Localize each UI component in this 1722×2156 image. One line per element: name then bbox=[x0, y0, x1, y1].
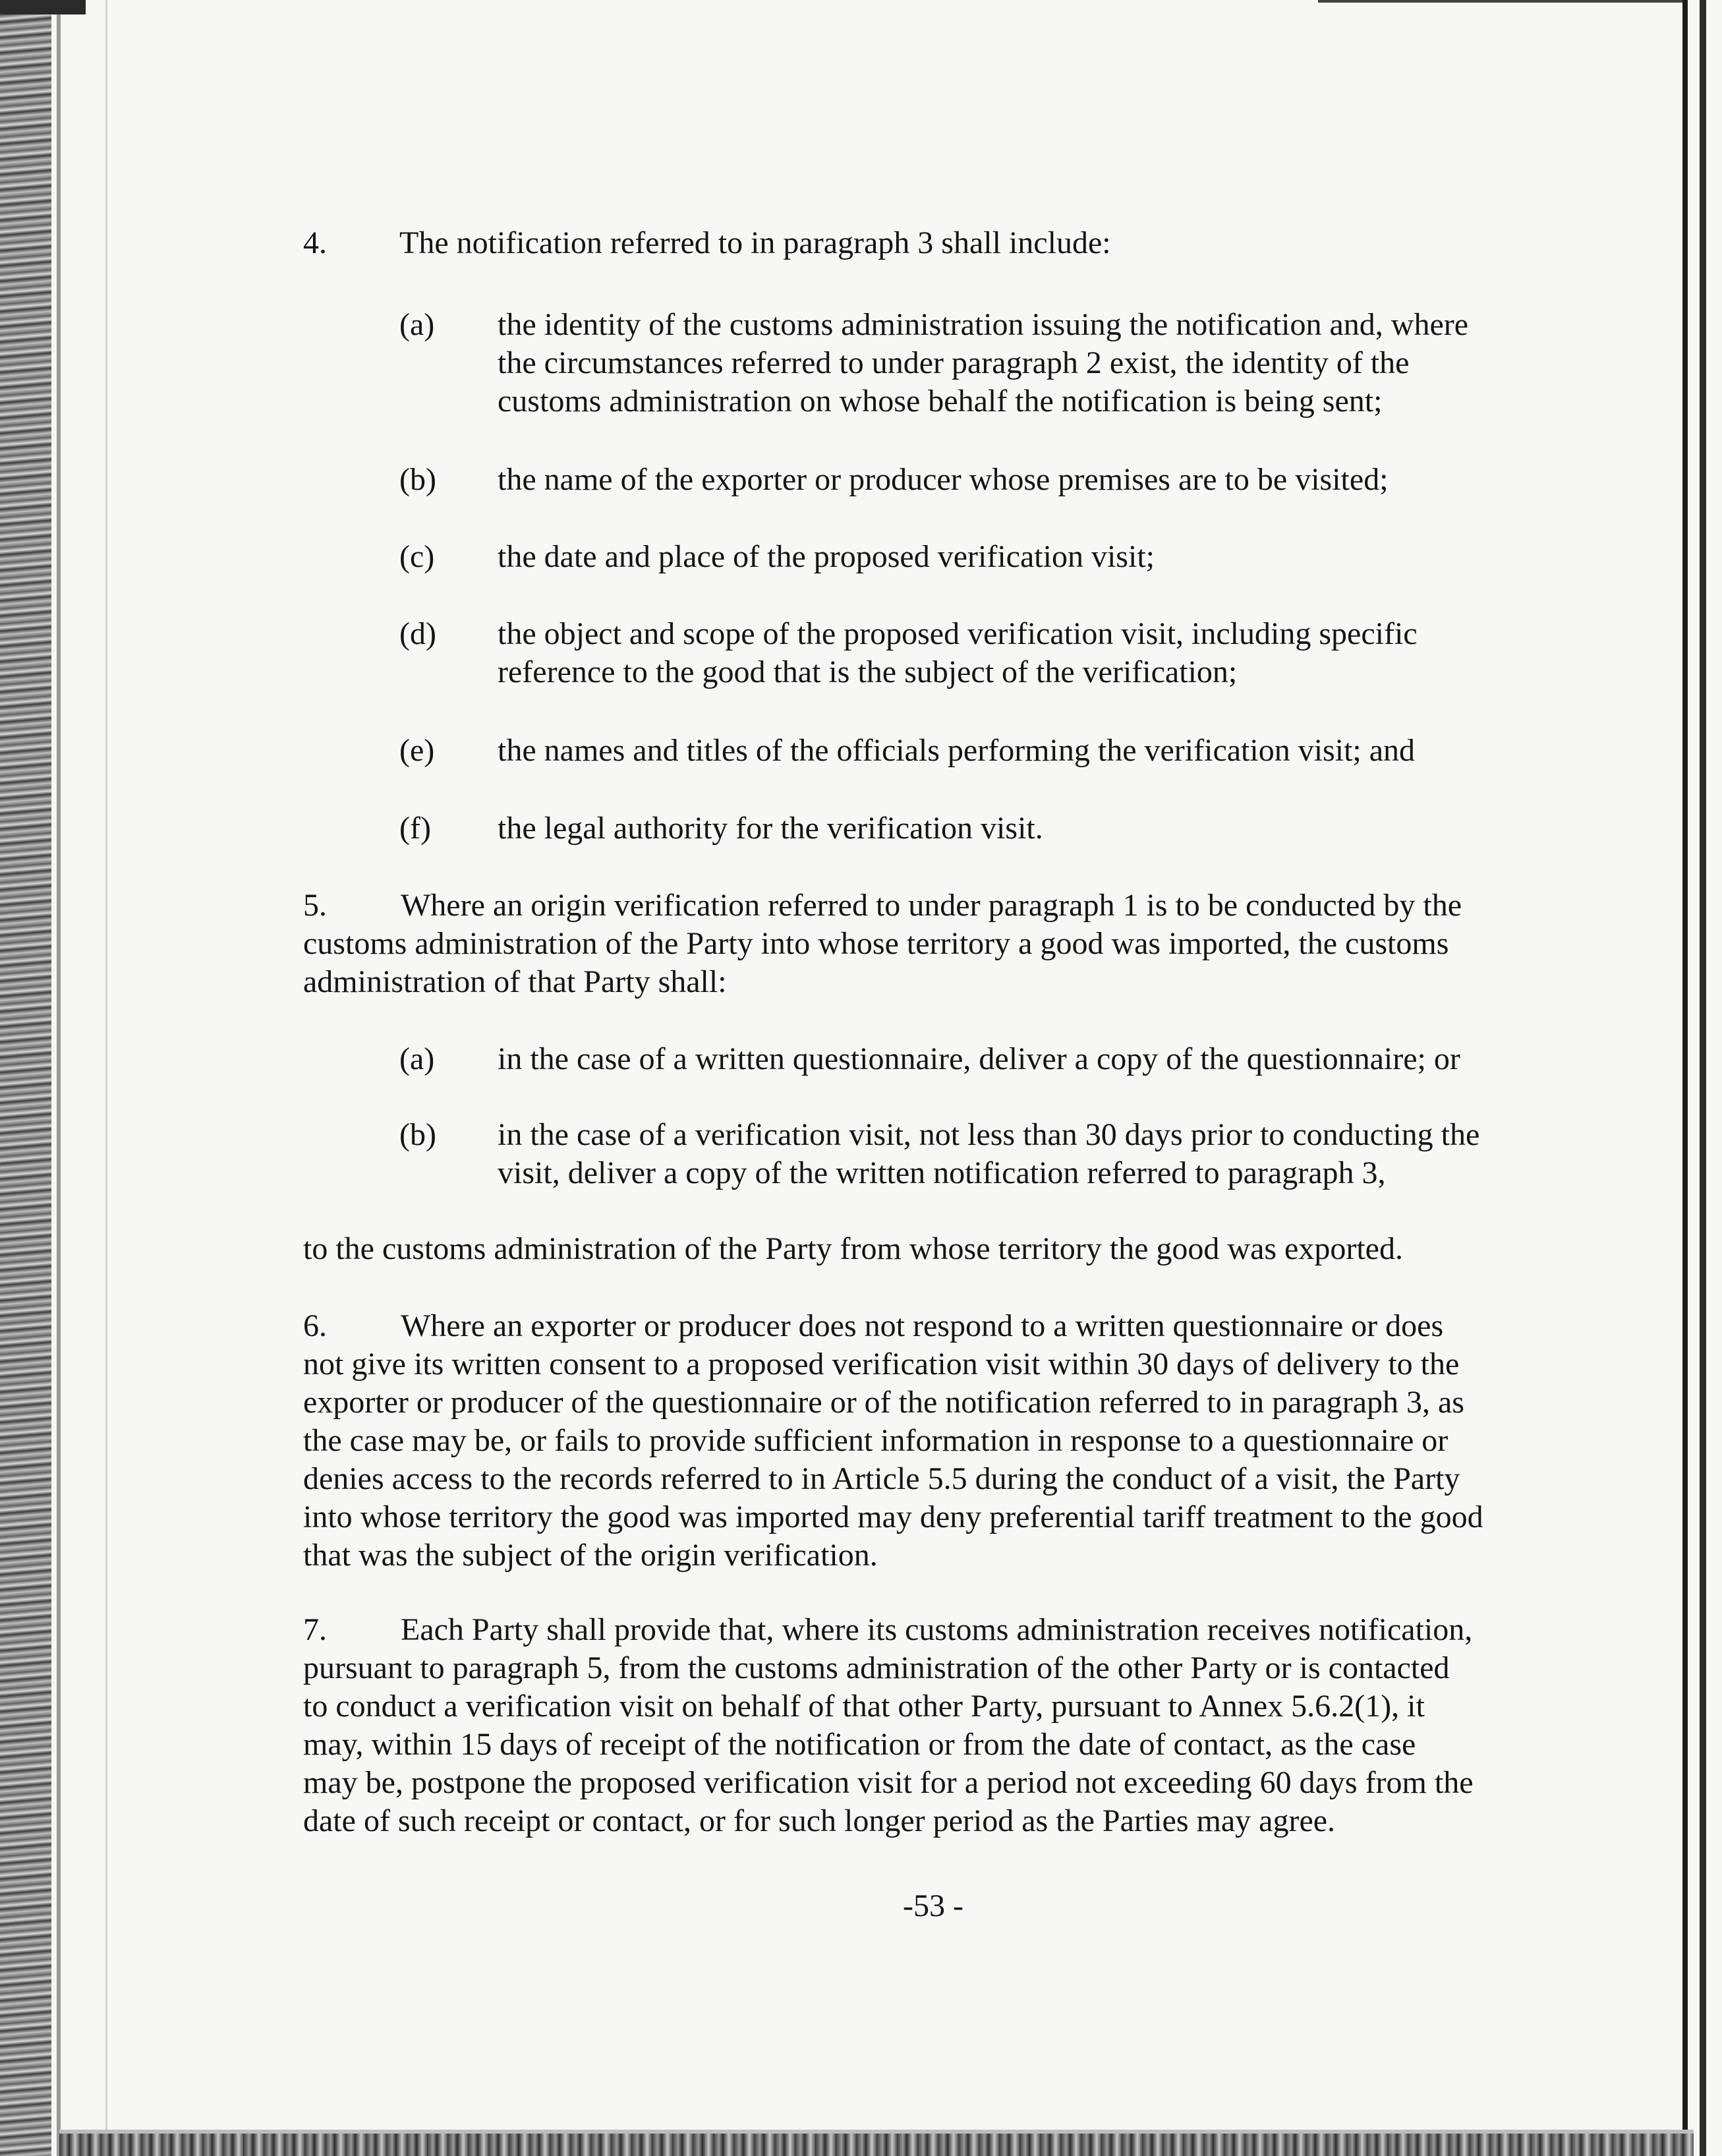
text-line: administration of that Party shall: bbox=[303, 964, 727, 999]
list-item-label: (a) bbox=[399, 307, 435, 342]
scan-left-edge bbox=[0, 0, 51, 2156]
list-item-label: (d) bbox=[399, 616, 436, 651]
text-line: that was the subject of the origin verification. bbox=[303, 1538, 878, 1573]
scan-top-rule bbox=[1318, 0, 1722, 3]
text-line: the case may be, or fails to provide sufficient information in response to a questionnaire or bbox=[303, 1423, 1449, 1458]
text-line: the identity of the customs administration issuing the notification and, where bbox=[498, 307, 1469, 342]
list-item-label: (c) bbox=[399, 539, 435, 574]
text-line: the names and titles of the officials performing the verification visit; and bbox=[498, 733, 1416, 768]
text-line: date of such receipt or contact, or for such longer period as the Parties may agree. bbox=[303, 1803, 1336, 1838]
list-item-label: (b) bbox=[399, 462, 436, 497]
text-line: in the case of a verification visit, not less than 30 days prior to conducting the bbox=[498, 1117, 1480, 1152]
text-line: to the customs administration of the Party from whose territory the good was exported. bbox=[303, 1231, 1403, 1266]
text-line: not give its written consent to a proposed verification visit within 30 days of delivery to the bbox=[303, 1347, 1460, 1382]
scan-bottom-edge bbox=[59, 2134, 1694, 2156]
page-number: -53 - bbox=[903, 1888, 963, 1923]
text-line: the circumstances referred to under paragraph 2 exist, the identity of the bbox=[498, 345, 1410, 380]
scan-left-faint-rule bbox=[105, 0, 107, 2156]
text-line: in the case of a written questionnaire, deliver a copy of the questionnaire; or bbox=[498, 1041, 1460, 1076]
list-item-text bbox=[498, 538, 1155, 576]
text-line: may, within 15 days of receipt of the notification or from the date of contact, as the case bbox=[303, 1727, 1416, 1762]
text-line: visit, deliver a copy of the written notification referred to paragraph 3, bbox=[498, 1155, 1386, 1190]
text-line: into whose territory the good was imported may deny preferential tariff treatment to the good bbox=[303, 1500, 1483, 1534]
list-item-label: (f) bbox=[399, 811, 431, 846]
paragraph-7-first-line: Each Party shall provide that, where its customs administration receives notification, bbox=[401, 1612, 1473, 1647]
text-line: denies access to the records referred to in Article 5.5 during the conduct of a visit, the Party bbox=[303, 1461, 1460, 1496]
list-item-label: (b) bbox=[399, 1117, 436, 1152]
list-item-text bbox=[498, 1040, 1460, 1078]
text-line: customs administration of the Party into whose territory a good was imported, the customs bbox=[303, 926, 1449, 961]
paragraph-5-first-line: Where an origin verification referred to under paragraph 1 is to be conducted by the bbox=[401, 888, 1462, 923]
text-line: may be, postpone the proposed verification visit for a period not exceeding 60 days from the bbox=[303, 1765, 1474, 1800]
list-item-text bbox=[498, 615, 1418, 691]
scan-right-edge bbox=[1682, 0, 1722, 2156]
paragraph-number: 6. bbox=[303, 1308, 327, 1343]
list-item-text bbox=[498, 732, 1415, 770]
text-line: reference to the good that is the subject of the verification; bbox=[498, 655, 1238, 689]
paragraph-number: 4. bbox=[303, 225, 327, 260]
text-line: exporter or producer of the questionnaire or of the notification referred to in paragraph 3, as bbox=[303, 1385, 1464, 1420]
text-line: the object and scope of the proposed verification visit, including specific bbox=[498, 616, 1418, 651]
text-line: to conduct a verification visit on behalf of that other Party, pursuant to Annex 5.6.2(1), it bbox=[303, 1689, 1425, 1724]
list-item-label: (a) bbox=[399, 1041, 435, 1076]
text-line: customs administration on whose behalf the notification is being sent; bbox=[498, 384, 1383, 419]
paragraph-number: 7. bbox=[303, 1612, 327, 1647]
scan-top-mark bbox=[0, 0, 86, 15]
paragraph-7-continuation bbox=[303, 1649, 1568, 1840]
paragraph-6-first-line: Where an exporter or producer does not respond to a written questionnaire or does bbox=[401, 1308, 1444, 1343]
text-line: the date and place of the proposed verification visit; bbox=[498, 539, 1155, 574]
text-line: pursuant to paragraph 5, from the customs administration of the other Party or is contacted bbox=[303, 1650, 1450, 1685]
paragraph-5-continuation bbox=[303, 925, 1568, 1001]
list-item-label: (e) bbox=[399, 733, 435, 768]
paragraph-number: 5. bbox=[303, 888, 327, 923]
list-item-text bbox=[498, 306, 1468, 421]
list-item-text bbox=[498, 1116, 1479, 1192]
scan-left-rule bbox=[57, 0, 61, 2156]
list-item-text bbox=[498, 809, 1043, 848]
paragraph-4-intro: The notification referred to in paragraph 3 shall include: bbox=[399, 225, 1111, 260]
text-line: the name of the exporter or producer whose premises are to be visited; bbox=[498, 462, 1389, 497]
text-line: the legal authority for the verification visit. bbox=[498, 811, 1043, 846]
list-item-text bbox=[498, 461, 1389, 499]
paragraph-6-continuation bbox=[303, 1345, 1568, 1575]
